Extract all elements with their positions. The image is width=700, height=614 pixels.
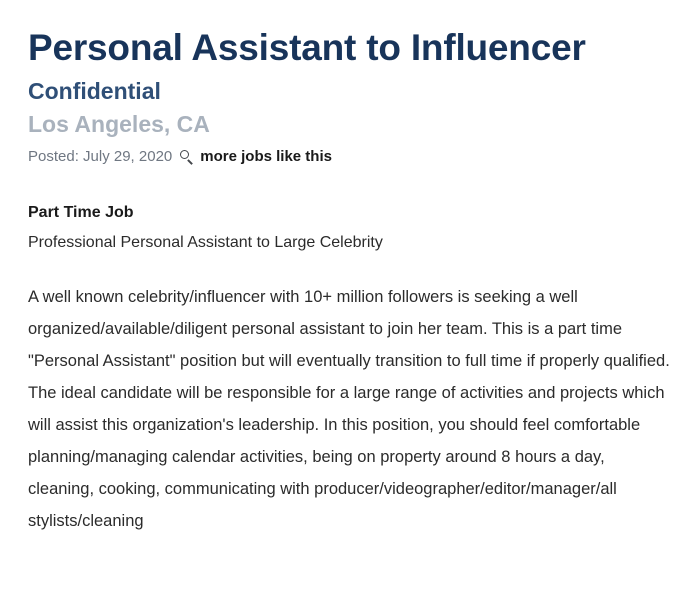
posting-meta-row [28,147,672,167]
job-subheading: Professional Personal Assistant to Large Celebrity [28,234,383,251]
page-title: Personal Assistant to Influencer [28,27,586,68]
job-type-heading: Part Time Job [28,204,134,221]
search-icon [180,150,195,165]
more-jobs-like-this-link[interactable] [180,147,332,167]
more-jobs-label: more jobs like this [200,148,332,165]
job-description: A well known celebrity/influencer with 10+ million followers is seeking a well organized/available/diligent personal assistant to join her team. This is a part time "Personal Assistant" position but will eventually transition to full time if properly qualified. The ideal candidate will be responsible for a large range of activities and projects which will assist this organization's leadership. In this position, you should feel comfortable planning/managing calendar activities, being on property around 8 hours a day, cleaning, cooking, communicating with producer/videographer/editor/manager/all stylists/cleaning [28,288,670,530]
company-name: Confidential [28,78,161,104]
job-location: Los Angeles, CA [28,111,210,137]
posted-date: Posted: July 29, 2020 [28,148,173,165]
